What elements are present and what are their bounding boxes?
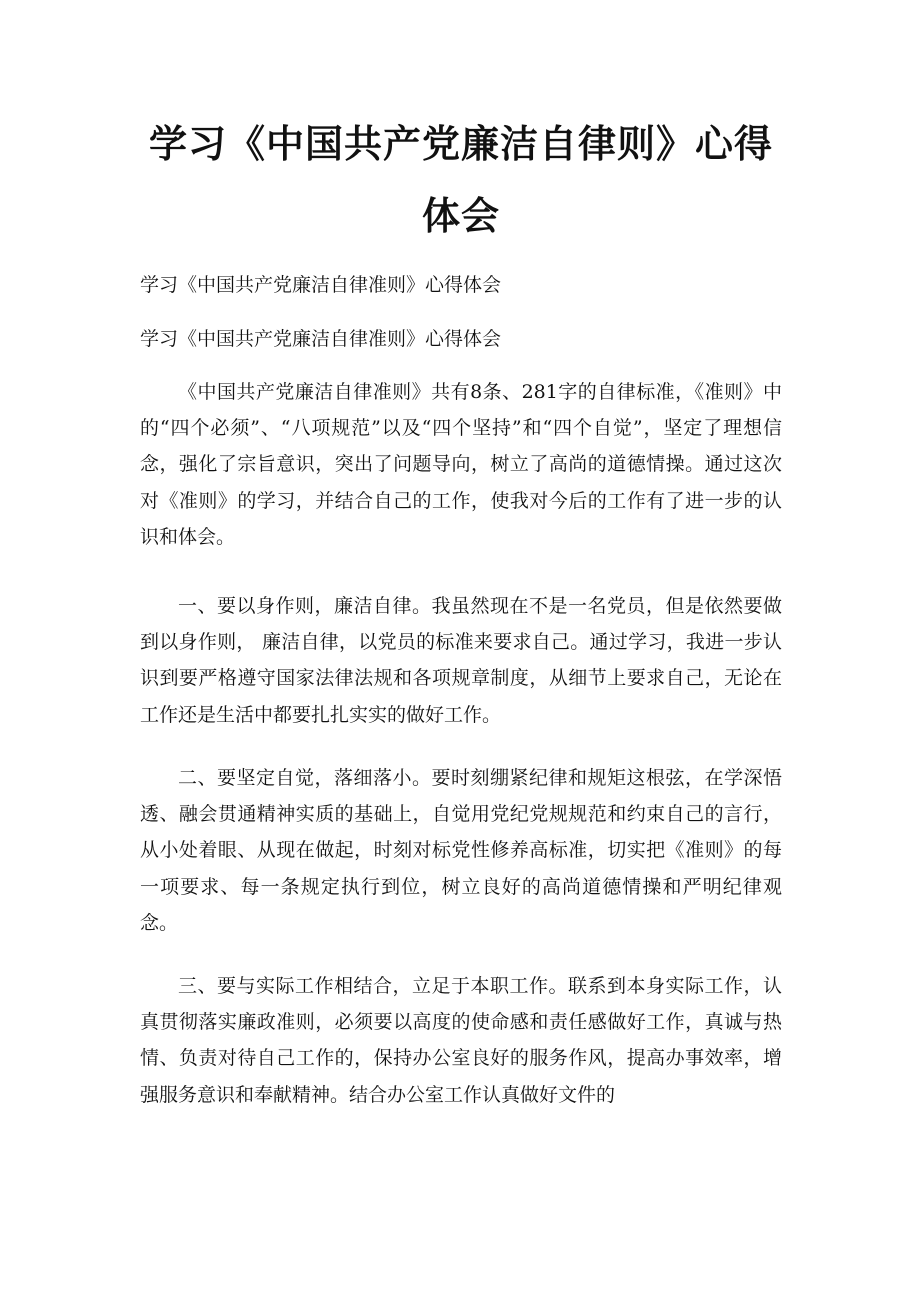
paragraph-point-3: 三、要与实际工作相结合，立足于本职工作。联系到本身实际工作，认真贯彻落实廉政准则，必须要以高度的使命感和责任感做好工作，真诚与热情、负责对待自己工作的，保持办公室良好的服务作风，提高办事效率，增强服务意识和奉献精神。结合办公室工作认真做好文件的: [140, 975, 782, 1106]
paragraph-intro: 《中国共产党廉洁自律准则》共有8条、281字的自律标准，《准则》中的“四个必须”、“八项规范”以及“四个坚持”和“四个自觉”，坚定了理想信念，强化了宗旨意识，突出了问题导向，树立了高尚的道德情操。通过这次对《准则》的学习，并结合自己的工作，使我对今后的工作有了进一步的认识和体会。: [140, 381, 782, 548]
paragraph-point-2: 二、要坚定自觉，落细落小。要时刻绷紧纪律和规矩这根弦，在学深悟透、融会贯通精神实质的基础上，自觉用党纪党规规范和约束自己的言行，从小处着眼、从现在做起，时刻对标党性修养高标准，切实把《准则》的每一项要求、每一条规定执行到位，树立良好的高尚道德情操和严明纪律观念。: [140, 767, 782, 934]
paragraph-point-1: 一、要以身作则，廉洁自律。我虽然现在不是一名党员，但是依然要做到以身作则， 廉洁自律，以党员的标准来要求自己。通过学习，我进一步认识到要严格遵守国家法律法规和各项规章制度，从细节上要求自己，无论在工作还是生活中都要扎扎实实的做好工作。: [140, 595, 782, 726]
document-title: 学习《中国共产党廉洁自律则》心得体会: [148, 122, 773, 238]
document-subtitle: 学习《中国共产党廉洁自律准则》心得体会: [140, 274, 502, 296]
document-subtitle-repeat: 学习《中国共产党廉洁自律准则》心得体会: [140, 328, 502, 350]
